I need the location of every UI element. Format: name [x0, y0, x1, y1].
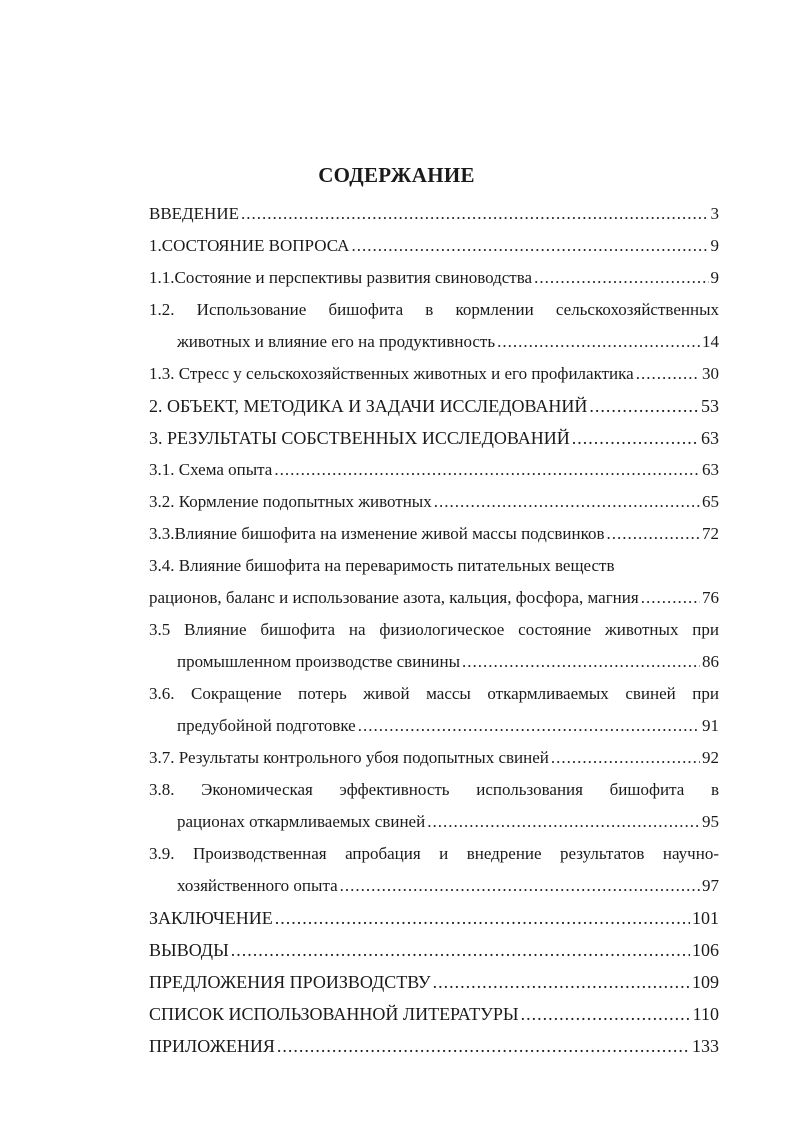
toc-entry-title: 3.7. Результаты контрольного убоя подопытных свиней: [149, 748, 549, 767]
toc-entry-3-9: [149, 838, 719, 902]
toc-entry-title: СПИСОК ИСПОЛЬЗОВАННОЙ ЛИТЕРАТУРЫ: [149, 1004, 519, 1024]
toc-entry-title-line1: 3.4. Влияние бишофита на переваримость питательных веществ: [149, 556, 615, 575]
leader-dots: [462, 646, 700, 678]
toc-entry-conclusion: [149, 902, 719, 934]
toc-entry-introduction: [149, 198, 719, 230]
toc-page-number: 76: [702, 588, 719, 607]
toc-entry-title-line1: 3.9. Производственная апробация и внедрение результатов научно-: [149, 844, 719, 863]
toc-entry-title: ПРИЛОЖЕНИЯ: [149, 1036, 275, 1056]
toc-page-number: 63: [701, 428, 719, 448]
toc-entry-chapter-1: [149, 230, 719, 262]
toc-entry-3-5: [149, 614, 719, 678]
toc-entry-title: ЗАКЛЮЧЕНИЕ: [149, 908, 273, 928]
toc-entry-3-3: [149, 518, 719, 550]
toc-page-number: 30: [702, 364, 719, 383]
toc-entry-1-3: [149, 358, 719, 390]
toc-page-number: 133: [692, 1036, 719, 1056]
toc-entry-3-7: [149, 742, 719, 774]
leader-dots: [427, 806, 700, 838]
toc-page-number: 91: [702, 716, 719, 735]
toc-entry-title-line1: 3.8. Экономическая эффективность использования бишофита в: [149, 780, 719, 799]
toc-entry-title: 1.3. Стресс у сельскохозяйственных животных и его профилактика: [149, 364, 634, 383]
leader-dots: [641, 582, 700, 614]
toc-page-number: 101: [692, 908, 719, 928]
toc-entry-title: ПРЕДЛОЖЕНИЯ ПРОИЗВОДСТВУ: [149, 972, 431, 992]
toc-page-number: 63: [702, 460, 719, 479]
toc-entry-title: 1.1.Состояние и перспективы развития свиноводства: [149, 268, 533, 287]
toc-entry-title: 2. ОБЪЕКТ, МЕТОДИКА И ЗАДАЧИ ИССЛЕДОВАНИЙ: [149, 396, 588, 416]
toc-entry-title: ВЫВОДЫ: [149, 940, 229, 960]
leader-dots: [534, 262, 708, 294]
toc-page-number: 9: [710, 236, 719, 255]
toc-entry-chapter-2: [149, 390, 719, 422]
leader-dots: [636, 358, 700, 390]
leader-dots: [521, 998, 691, 1030]
toc-entry-title: 3.1. Схема опыта: [149, 460, 273, 479]
toc-page-number: 53: [701, 396, 719, 416]
leader-dots: [358, 710, 700, 742]
toc-page-number: 86: [702, 652, 719, 671]
leader-dots: [607, 518, 700, 550]
toc-page-number: 110: [692, 1004, 719, 1024]
toc-entry-proposals: [149, 966, 719, 998]
toc-entry-title: 3.2. Кормление подопытных животных: [149, 492, 432, 511]
toc-entry-title: рационах откармливаемых свиней: [177, 812, 426, 831]
toc-page-number: 72: [702, 524, 719, 543]
toc-entry-3-2: [149, 486, 719, 518]
leader-dots: [433, 966, 690, 998]
leader-dots: [231, 934, 690, 966]
leader-dots: [241, 198, 709, 230]
toc-entry-findings: [149, 934, 719, 966]
leader-dots: [274, 454, 700, 486]
leader-dots: [551, 742, 700, 774]
toc-entry-references: [149, 998, 719, 1030]
toc-entry-3-8: [149, 774, 719, 838]
toc-entry-3-4: [149, 550, 719, 614]
table-of-contents: [149, 198, 719, 1062]
toc-page-number: 106: [692, 940, 719, 960]
toc-page-number: 97: [702, 876, 719, 895]
leader-dots: [277, 1030, 690, 1062]
toc-entry-title-line1: 3.5 Влияние бишофита на физиологическое состояние животных при: [149, 620, 719, 639]
leader-dots: [340, 870, 700, 902]
toc-entry-title: хозяйственного опыта: [177, 876, 338, 895]
toc-entry-title: 3. РЕЗУЛЬТАТЫ СОБСТВЕННЫХ ИССЛЕДОВАНИЙ: [149, 428, 570, 448]
leader-dots: [434, 486, 700, 518]
toc-entry-title-line1: 3.6. Сокращение потерь живой массы откармливаемых свиней при: [149, 684, 719, 703]
toc-entry-title: предубойной подготовке: [177, 716, 356, 735]
toc-page-number: 3: [710, 204, 719, 223]
toc-page-number: 14: [702, 332, 719, 351]
toc-page-number: 65: [702, 492, 719, 511]
toc-entry-3-6: [149, 678, 719, 742]
toc-page-number: 95: [702, 812, 719, 831]
page-title: СОДЕРЖАНИЕ: [318, 163, 475, 187]
toc-entry-1-1: [149, 262, 719, 294]
toc-entry-3-1: [149, 454, 719, 486]
toc-entry-appendices: [149, 1030, 719, 1062]
leader-dots: [275, 902, 690, 934]
leader-dots: [497, 326, 700, 358]
toc-entry-title: рационов, баланс и использование азота, кальция, фосфора, магния: [149, 588, 639, 607]
toc-entry-title-line1: 1.2. Использование бишофита в кормлении сельскохозяйственных: [149, 300, 719, 319]
leader-dots: [351, 230, 708, 262]
leader-dots: [572, 422, 699, 454]
leader-dots: [589, 390, 699, 422]
toc-page-number: 92: [702, 748, 719, 767]
toc-entry-title: животных и влияние его на продуктивность: [177, 332, 496, 351]
toc-page-number: 109: [692, 972, 719, 992]
toc-entry-1-2: [149, 294, 719, 358]
toc-entry-chapter-3: [149, 422, 719, 454]
toc-entry-title: 1.СОСТОЯНИЕ ВОПРОСА: [149, 236, 350, 255]
toc-entry-title: 3.3.Влияние бишофита на изменение живой массы подсвинков: [149, 524, 605, 543]
toc-page-number: 9: [710, 268, 719, 287]
toc-entry-title: промышленном производстве свинины: [177, 652, 461, 671]
toc-entry-title: ВВЕДЕНИЕ: [149, 204, 239, 223]
